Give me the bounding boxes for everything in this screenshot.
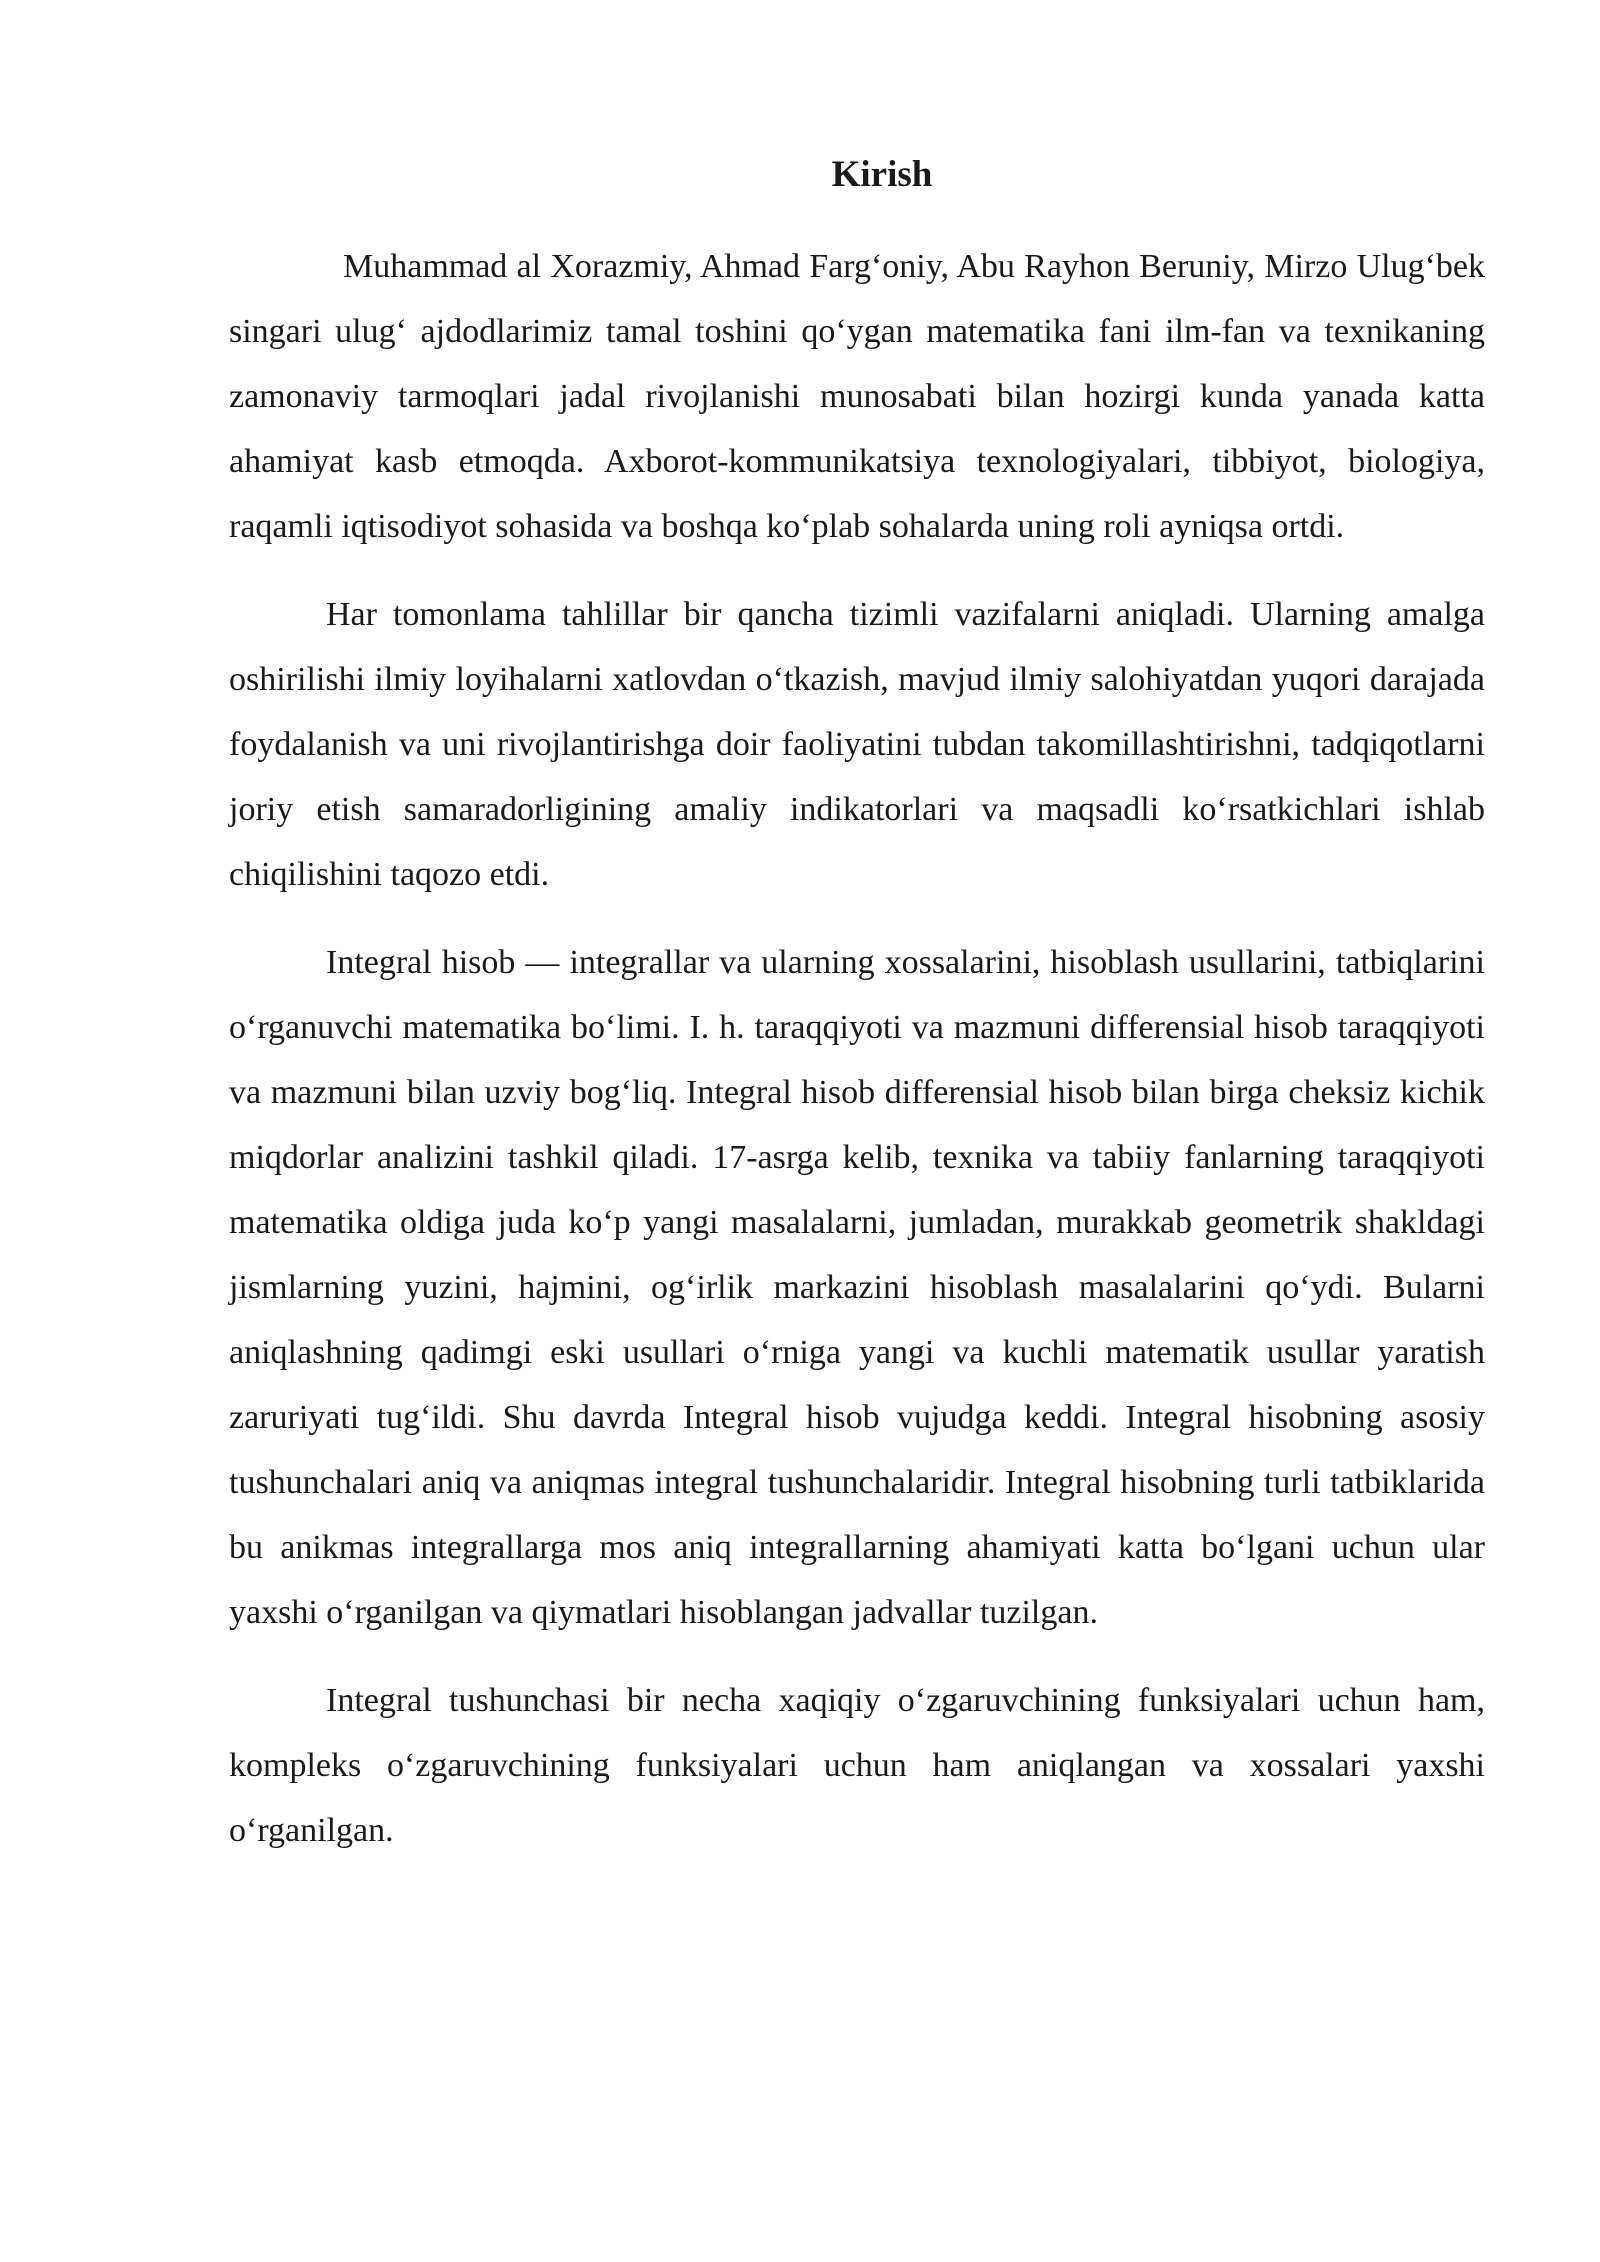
paragraph-integral-calculus: Integral hisob — integrallar va ularning xossalarini, hisoblash usullarini, tatbiqlarini o‘rganuvchi matematika bo‘limi. I. h. taraqqiyoti va mazmuni differensial hisob taraqqiyoti va mazmuni bilan uzviy bog‘liq. Integral hisob differensial hisob bilan birga cheksiz kichik miqdorlar analizini tashkil qiladi. 17-asrga kelib, texnika va tabiiy fanlarning taraqqiyoti matematika oldiga juda ko‘p yangi masalalarni, jumladan, murakkab geometrik shakldagi jismlarning yuzini, hajmini, og‘irlik markazini hisoblash masalalarini qo‘ydi. Bularni aniqlashning qadimgi eski usullari o‘rniga yangi va kuchli matematik usullar yaratish zaruriyati tug‘ildi. Shu davrda Integral hisob vujudga keddi. Integral hisobning asosiy tushunchalari aniq va aniqmas integral tushunchalaridir. Integral hisobning turli tatbiklarida bu anikmas integrallarga mos aniq integrallarning ahamiyati katta bo‘lgani uchun ular yaxshi o‘rganilgan va qiymatlari hisoblangan jadvallar tuzilgan. (229, 944, 1485, 1631)
paragraph-integral-concept: Integral tushunchasi bir necha xaqiqiy o‘zgaruvchining funksiyalari uchun ham, kompleks o‘zgaruvchining funksiyalari uchun ham aniqlangan va xossalari yaxshi o‘rganilgan. (229, 1682, 1485, 1849)
paragraph-intro: Muhammad al Xorazmiy, Ahmad Farg‘oniy, Abu Rayhon Beruniy, Mirzo Ulug‘bek singari ulug‘ ajdodlarimiz tamal toshini qo‘ygan matematika fani ilm-fan va texnikaning zamonaviy tarmoqlari jadal rivojlanishi munosabati bilan hozirgi kunda yanada katta ahamiyat kasb etmoqda. Axborot-kommunikatsiya texnologiyalari, tibbiyot, biologiya, raqamli iqtisodiyot sohasida va boshqa ko‘plab sohalarda uning roli ayniqsa ortdi. (229, 248, 1485, 545)
paragraph-tasks: Har tomonlama tahlillar bir qancha tizimli vazifalarni aniqladi. Ularning amalga oshirilishi ilmiy loyihalarni xatlovdan o‘tkazish, mavjud ilmiy salohiyatdan yuqori darajada foydalanish va uni rivojlantirishga doir faoliyatini tubdan takomillashtirishni, tadqiqotlarni joriy etish samaradorligining amaliy indikatorlari va maqsadli ko‘rsatkichlari ishlab chiqilishini taqozo etdi. (229, 596, 1485, 893)
document-body (229, 140, 1485, 1886)
page-title: Kirish (831, 154, 933, 195)
